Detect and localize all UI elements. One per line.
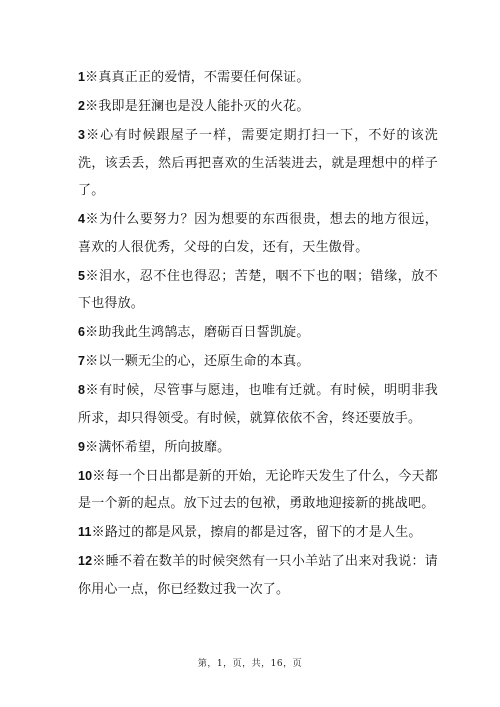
entry-1 (78, 64, 438, 92)
entry-8 (78, 377, 438, 432)
entry-4 (78, 206, 438, 261)
entry-text: ※心有时候跟屋子一样，需要定期打扫一下，不好的该洗洗，该丢丢，然后再把喜欢的生活装进去，就是理想中的样子了。 (78, 128, 438, 198)
entry-text: ※满怀希望，所向披靡。 (85, 439, 231, 455)
entry-text: ※泪水，忍不住也得忍；苦楚，咽不下也的咽；错缘，放不下也得放。 (78, 268, 438, 311)
entry-text: ※有时候，尽管事与愿违，也唯有迁就。有时候，明明非我所求，却只得领受。有时候，就算依依不舍，终还要放手。 (78, 383, 438, 426)
entry-7 (78, 348, 438, 376)
entry-number: 6 (78, 325, 86, 339)
entry-number: 4 (78, 212, 86, 226)
entry-3 (78, 122, 438, 205)
entry-10 (78, 463, 438, 518)
entry-2 (78, 93, 438, 121)
entry-text: ※我即是狂澜也是没人能扑灭的火花。 (85, 99, 310, 114)
entry-text: ※真真正正的爱情，不需要任何保证。 (85, 70, 310, 85)
entry-number: 3 (78, 128, 86, 142)
entry-text: ※路过的都是风景，擦肩的都是过客，留下的才是人生。 (91, 525, 422, 540)
entry-number: 11 (78, 525, 92, 539)
entry-number: 5 (78, 268, 86, 283)
entry-5 (78, 263, 438, 318)
document-body (78, 64, 438, 605)
entry-9 (78, 434, 438, 462)
entry-11 (78, 519, 438, 547)
entry-number: 7 (78, 354, 86, 368)
entry-text: ※助我此生鸿鹄志，磨砺百日誓凯旋。 (85, 325, 310, 340)
entry-number: 1 (78, 70, 86, 84)
entry-number: 2 (78, 99, 86, 113)
entry-12 (78, 548, 438, 603)
entry-number: 12 (78, 554, 93, 568)
entry-text: ※每一个日出都是新的开始，无论昨天发生了什么，今天都是一个新的起点。放下过去的包袱，勇敢地迎接新的挑战吧。 (78, 468, 438, 511)
entry-text: ※以一颗无尘的心，还原生命的本真。 (85, 354, 310, 369)
entry-text: ※睡不着在数羊的时候突然有一只小羊站了出来对我说：请你用心一点，你已经数过我一次了。 (78, 554, 438, 597)
page-footer: 第，1，页，共，16，页 (197, 659, 303, 669)
entry-number: 10 (78, 468, 93, 483)
entry-text: ※为什么要努力？因为想要的东西很贵，想去的地方很远，喜欢的人很优秀，父母的白发，还有，天生傲骨。 (78, 212, 438, 255)
entry-6 (78, 319, 438, 347)
entry-number: 8 (78, 383, 86, 397)
entry-number: 9 (78, 439, 86, 454)
